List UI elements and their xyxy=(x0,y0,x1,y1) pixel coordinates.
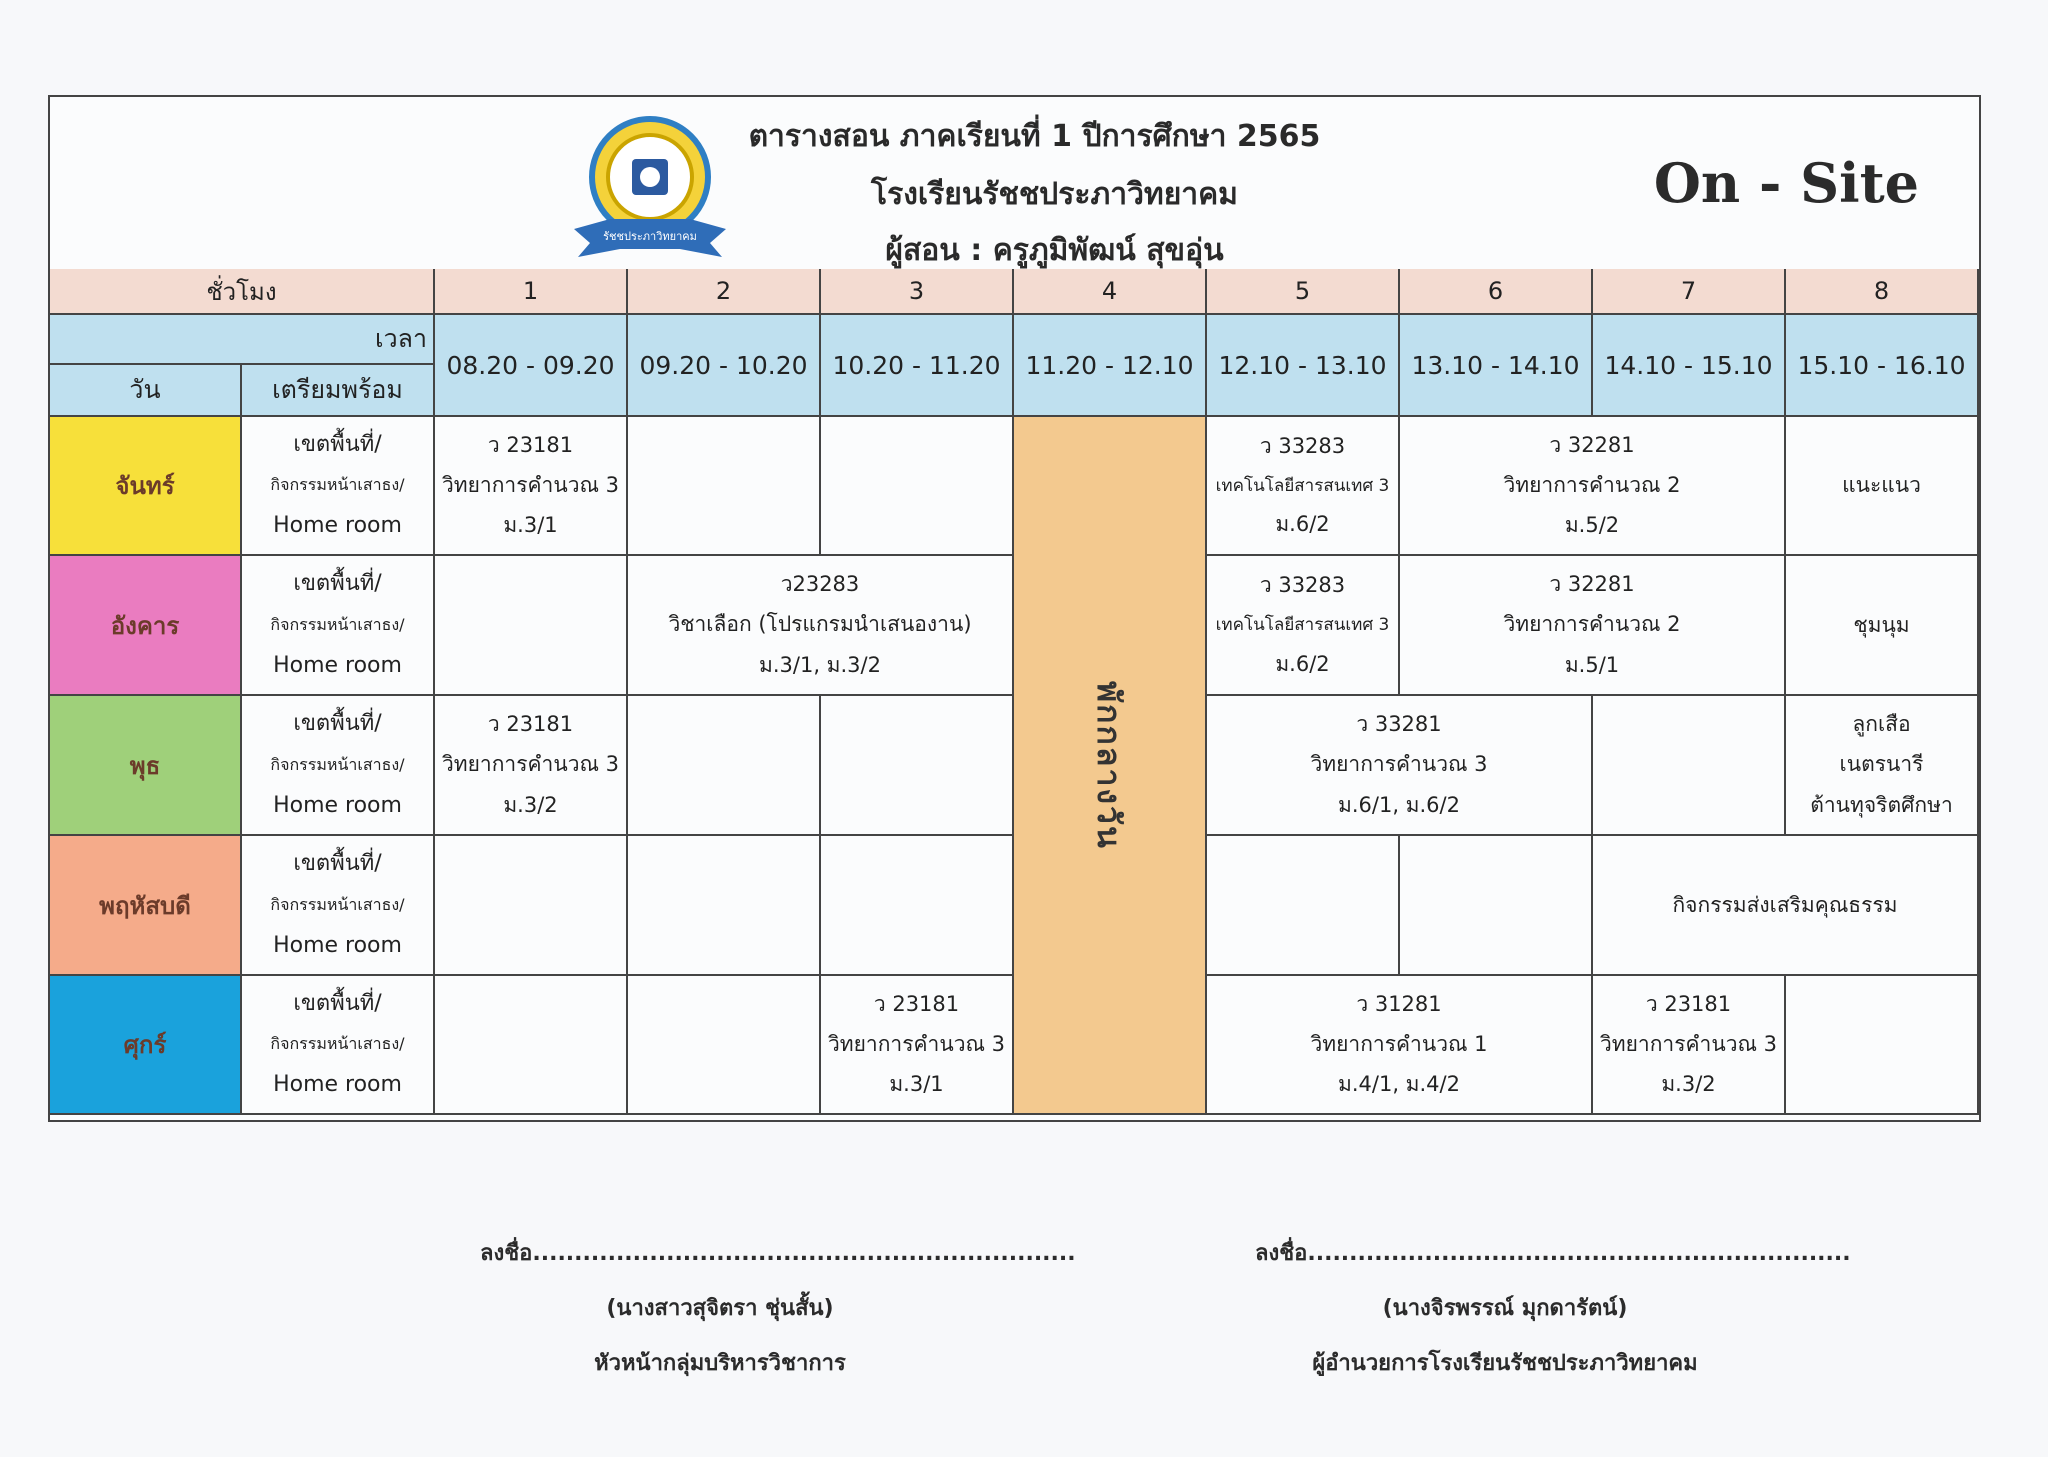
activity-slot xyxy=(1786,696,1979,836)
period-time xyxy=(628,315,821,417)
period-time-text: 13.10 - 14.10 xyxy=(1411,350,1580,380)
course-line: ว 32281 xyxy=(1549,571,1635,596)
period-time-text: 12.10 - 13.10 xyxy=(1218,350,1387,380)
signature-line: ลงชื่อ................................................................. xyxy=(1255,1241,1851,1266)
period-time xyxy=(1786,315,1979,417)
class-slot xyxy=(1207,976,1593,1115)
activity-text: กิจกรรมส่งเสริมคุณธรรม xyxy=(1672,892,1898,917)
signer-position: หัวหน้ากลุ่มบริหารวิชาการ xyxy=(594,1351,846,1376)
activity-slot xyxy=(1593,836,1979,976)
class-slot xyxy=(435,696,628,836)
day-name: พฤหัสบดี xyxy=(99,891,191,920)
period-time-text: 11.20 - 12.10 xyxy=(1025,350,1194,380)
prep-line: Home room xyxy=(273,653,402,678)
course-line: ม.4/1, ม.4/2 xyxy=(1338,1072,1460,1097)
period-time xyxy=(1400,315,1593,417)
course-line: ว 23181 xyxy=(1645,991,1732,1016)
course-line: ว 23181 xyxy=(487,711,574,736)
prep-cell xyxy=(242,556,435,696)
activity-slot xyxy=(1786,417,1979,556)
period-number-text: 7 xyxy=(1680,277,1697,305)
class-slot xyxy=(1207,417,1400,556)
course-line: ม.3/2 xyxy=(1661,1072,1716,1097)
prep-cell xyxy=(242,417,435,556)
prep-line: เขตพื้นที่/ xyxy=(293,431,382,457)
prep-line: กิจกรรมหน้าเสาธง/ xyxy=(270,615,405,634)
empty-slot xyxy=(821,417,1014,556)
course-line: ว 33281 xyxy=(1356,711,1442,736)
day-cell-mon xyxy=(50,417,242,556)
period-number-text: 5 xyxy=(1294,277,1311,305)
prep-line: กิจกรรมหน้าเสาธง/ xyxy=(270,475,405,495)
course-line: วิทยาการคำนวณ 3 xyxy=(1310,752,1488,777)
course-line: ว 23181 xyxy=(873,991,960,1016)
day-cell-wed xyxy=(50,696,242,836)
period-number-text: 4 xyxy=(1101,277,1118,305)
course-line: วิทยาการคำนวณ 2 xyxy=(1503,612,1681,637)
day-cell-tue xyxy=(50,556,242,696)
period-time-text: 08.20 - 09.20 xyxy=(446,350,615,380)
empty-slot xyxy=(628,976,821,1115)
course-line: ว 23181 xyxy=(487,432,574,457)
prep-cell xyxy=(242,836,435,976)
teacher-name: ผู้สอน : ครูภูมิพัฒน์ สุขอุ่น xyxy=(885,233,1224,268)
day-header-label xyxy=(50,365,242,417)
period-time xyxy=(1207,315,1400,417)
prep-line: เขตพื้นที่/ xyxy=(293,990,382,1016)
timetable-sheet xyxy=(48,95,1981,1122)
empty-slot xyxy=(435,556,628,696)
class-slot xyxy=(1593,976,1786,1115)
activity-text: แนะแนว xyxy=(1842,473,1921,497)
course-line: ม.6/2 xyxy=(1275,512,1330,537)
period-time xyxy=(1593,315,1786,417)
course-line: เนตรนารี xyxy=(1839,752,1924,777)
period-number-text: 8 xyxy=(1873,277,1890,305)
course-line: ว 32281 xyxy=(1549,432,1635,457)
school-name: โรงเรียนรัชชประภาวิทยาคม xyxy=(871,177,1238,212)
course-line: ม.3/1, ม.3/2 xyxy=(759,653,881,678)
class-slot xyxy=(628,556,1014,696)
class-slot xyxy=(821,976,1014,1115)
prep-line: เขตพื้นที่/ xyxy=(293,711,382,736)
class-slot xyxy=(1400,556,1786,696)
period-label: ชั่วโมง xyxy=(206,277,277,306)
course-line: วิชาเลือก (โปรแกรมนำเสนองาน) xyxy=(668,612,972,637)
prep-line: Home room xyxy=(273,793,402,818)
course-line: ม.5/2 xyxy=(1564,513,1620,538)
period-number-text: 6 xyxy=(1487,277,1504,305)
day-cell-thu xyxy=(50,836,242,976)
empty-slot xyxy=(435,976,628,1115)
prep-header-label xyxy=(242,365,435,417)
course-line: ต้านทุจริตศึกษา xyxy=(1810,793,1953,818)
signer-name: (นางสาวสุจิตรา ชุ่นสั้น) xyxy=(606,1296,834,1321)
empty-slot xyxy=(821,696,1014,836)
day-name: อังคาร xyxy=(110,611,180,640)
period-time-text: 09.20 - 10.20 xyxy=(639,350,808,380)
period-time xyxy=(821,315,1014,417)
period-time xyxy=(435,315,628,417)
period-number-text: 1 xyxy=(522,277,539,305)
lunch-break-cell xyxy=(1014,417,1207,1115)
prep-line: เขตพื้นที่/ xyxy=(293,851,382,876)
signer-position: ผู้อำนวยการโรงเรียนรัชชประภาวิทยาคม xyxy=(1312,1351,1698,1376)
course-line: วิทยาการคำนวณ 3 xyxy=(1599,1031,1778,1056)
period-number xyxy=(628,269,821,315)
day-label: วัน xyxy=(129,375,161,404)
period-time-text: 14.10 - 15.10 xyxy=(1604,350,1773,380)
day-name: พุธ xyxy=(129,751,161,780)
course-line: ม.3/2 xyxy=(503,793,558,818)
svg-text:รัชชประภาวิทยาคม: รัชชประภาวิทยาคม xyxy=(603,230,697,243)
empty-slot xyxy=(1207,836,1400,976)
period-number xyxy=(1593,269,1786,315)
period-time-text: 10.20 - 11.20 xyxy=(832,350,1001,380)
course-line: วิทยาการคำนวณ 3 xyxy=(441,472,620,497)
prep-cell xyxy=(242,976,435,1115)
class-slot xyxy=(1207,696,1593,836)
prep-line: Home room xyxy=(273,1072,402,1098)
course-line: ม.6/1, ม.6/2 xyxy=(1338,793,1460,818)
prep-line: Home room xyxy=(273,933,402,958)
period-number xyxy=(1400,269,1593,315)
time-label: เวลา xyxy=(375,324,427,353)
course-line: วิทยาการคำนวณ 3 xyxy=(441,752,620,777)
signature-line: ลงชื่อ................................................................. xyxy=(480,1241,1076,1266)
period-number xyxy=(435,269,628,315)
class-slot xyxy=(1207,556,1400,696)
empty-slot xyxy=(628,696,821,836)
lunch-break-label: พักกลางวัน xyxy=(1090,680,1128,850)
course-line: เทคโนโลยีสารสนเทศ 3 xyxy=(1215,615,1390,636)
period-time-text: 15.10 - 16.10 xyxy=(1797,350,1966,380)
day-cell-fri xyxy=(50,976,242,1115)
course-line: ว 33283 xyxy=(1259,433,1346,458)
period-number-text: 3 xyxy=(908,277,925,305)
course-line: ลูกเสือ xyxy=(1852,711,1911,736)
empty-slot xyxy=(1593,696,1786,836)
course-line: วิทยาการคำนวณ 1 xyxy=(1310,1031,1488,1056)
course-line: วิทยาการคำนวณ 2 xyxy=(1503,472,1681,497)
course-line: ม.3/1 xyxy=(889,1072,944,1097)
prep-line: Home room xyxy=(273,513,402,539)
prep-line: กิจกรรมหน้าเสาธง/ xyxy=(270,755,405,774)
empty-slot xyxy=(1400,836,1593,976)
course-line: ม.5/1 xyxy=(1564,653,1620,678)
empty-slot xyxy=(628,836,821,976)
signature-block-director xyxy=(1255,1235,1851,1400)
empty-slot xyxy=(435,836,628,976)
prep-line: เขตพื้นที่/ xyxy=(293,571,382,596)
course-line: ม.3/1 xyxy=(503,513,558,538)
period-number xyxy=(1786,269,1979,315)
time-header-label xyxy=(50,315,435,365)
day-name: จันทร์ xyxy=(115,472,175,500)
period-time xyxy=(1014,315,1207,417)
day-name: ศุกร์ xyxy=(123,1031,167,1059)
empty-slot xyxy=(821,836,1014,976)
period-number xyxy=(821,269,1014,315)
period-header-label xyxy=(50,269,435,315)
prep-cell xyxy=(242,696,435,836)
course-line: เทคโนโลยีสารสนเทศ 3 xyxy=(1215,475,1390,496)
activity-slot xyxy=(1786,556,1979,696)
period-number xyxy=(1014,269,1207,315)
class-slot xyxy=(1400,417,1786,556)
course-line: ว 31281 xyxy=(1356,991,1442,1016)
empty-slot xyxy=(1786,976,1979,1115)
activity-text: ชุมนุม xyxy=(1853,612,1910,637)
course-line: ม.6/2 xyxy=(1275,652,1330,677)
prep-label: เตรียมพร้อม xyxy=(272,375,403,404)
period-number xyxy=(1207,269,1400,315)
signer-name: (นางจิรพรรณ์ มุกดารัตน์) xyxy=(1382,1296,1628,1321)
empty-slot xyxy=(628,417,821,556)
signature-block-academic xyxy=(480,1235,1076,1400)
course-line: วิทยาการคำนวณ 3 xyxy=(827,1031,1006,1056)
class-slot xyxy=(435,417,628,556)
course-line: ว23283 xyxy=(780,571,860,596)
mode-label: On - Site xyxy=(1653,151,1919,215)
course-line: ว 33283 xyxy=(1259,572,1346,597)
prep-line: กิจกรรมหน้าเสาธง/ xyxy=(270,1034,405,1054)
prep-line: กิจกรรมหน้าเสาธง/ xyxy=(270,895,405,914)
period-number-text: 2 xyxy=(715,277,732,305)
timetable-title: ตารางสอน ภาคเรียนที่ 1 ปีการศึกษา 2565 xyxy=(748,119,1321,154)
timetable-header xyxy=(50,97,1979,271)
